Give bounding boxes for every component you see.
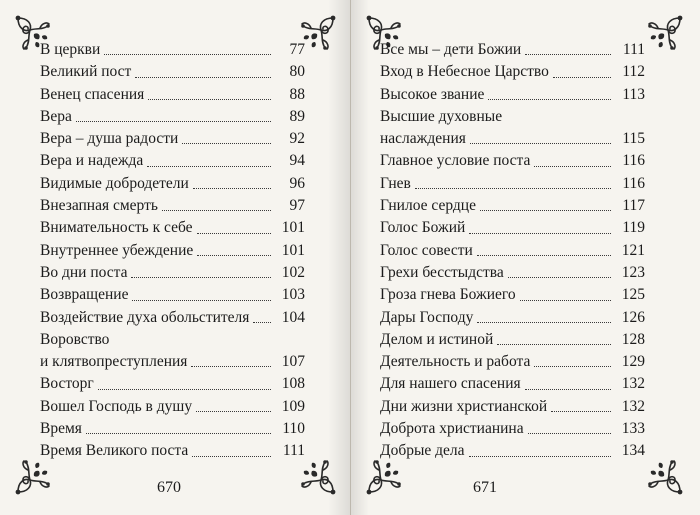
toc-entry [380,373,645,395]
toc-entry-page-number: 117 [622,197,645,215]
toc-entry-title: Внимательность к себе [40,219,193,237]
dot-leader [525,389,611,390]
toc-entry [40,440,305,462]
toc-entry [40,396,305,418]
toc-entry-page-number: 110 [282,420,305,438]
dot-leader [497,344,611,345]
toc-entry-title: Дары Господу [380,308,474,326]
toc-entry-title: Вход в Небесное Царство [380,63,549,81]
dot-leader [525,54,611,55]
toc-entry-title: Вера [40,107,72,125]
dot-leader [86,433,271,434]
toc-entry-page-number: 126 [621,308,645,326]
dot-leader [135,77,271,78]
dot-leader [182,143,271,144]
dot-leader [162,210,271,211]
toc-entry-page-number: 133 [621,420,645,438]
toc-entry-title: Голос совести [380,241,473,259]
toc-entry [380,39,645,61]
dot-leader [469,233,611,234]
toc-entry [40,173,305,195]
fleuron-top-right-icon [644,14,684,54]
toc-entry-title: Все мы – дети Божии [380,41,522,58]
toc-entry-page-number: 109 [281,397,305,415]
toc-entry-title: Великий пост [40,63,132,81]
toc-entry-title: Вошел Господь в душу [40,397,193,415]
toc-entry [380,195,645,217]
toc-entry-page-number: 107 [281,353,305,371]
toc-entry-page-number: 111 [282,442,305,460]
dot-leader [148,99,271,100]
toc-entry [380,307,645,329]
dot-leader [197,233,271,234]
toc-entry [380,418,645,440]
dot-leader [477,255,611,256]
toc-entry-page-number: 89 [289,107,305,125]
toc-entry [40,329,305,374]
toc-entry-page-number: 102 [281,263,305,281]
dot-leader [508,277,611,278]
dot-leader [488,99,611,100]
toc-entry-title: Вера – душа радости [40,130,179,148]
toc-entry [380,217,645,239]
toc-entry [380,351,645,373]
dot-leader [480,210,611,211]
dot-leader [76,121,271,122]
toc-entry-title: Гроза гнева Божиего [380,286,516,304]
toc-entry-title: Вера и надежда [40,152,144,170]
toc-entry [40,307,305,329]
dot-leader [196,411,271,412]
toc-list-right [380,39,645,463]
toc-entry-title: Деятельность и работа [380,353,531,371]
toc-entry-title: Высокое звание [380,85,485,103]
toc-entry-title: Гнев [380,174,411,192]
toc-entry [380,240,645,262]
toc-entry-title: Внезапная смерть [40,197,158,215]
gutter-shadow [351,0,369,515]
dot-leader [193,188,271,189]
dot-leader [528,433,611,434]
dot-leader [553,77,611,78]
toc-entry [40,262,305,284]
dot-leader [104,54,271,55]
toc-entry [380,396,645,418]
toc-entry-page-number: 123 [621,263,645,281]
toc-entry-title: Время [40,420,82,438]
toc-entry [40,106,305,128]
toc-entry-page-number: 132 [621,397,645,415]
toc-entry-title: Доброта христианина [380,420,524,438]
toc-entry-page-number: 101 [281,241,305,259]
toc-entry-title: Грехи бесстыдства [380,263,504,281]
fleuron-bottom-right-icon [644,456,684,496]
toc-entry-title: Венец спасения [40,85,145,103]
toc-entry [40,418,305,440]
toc-entry [380,262,645,284]
toc-entry [380,84,645,106]
toc-entry-page-number: 101 [281,219,305,237]
toc-entry-title: Дни жизни христианской [380,397,548,415]
toc-entry-title: Для нашего спасения [380,375,521,393]
toc-entry-page-number: 111 [622,41,645,58]
toc-entry-title: Гнилое сердце [380,197,476,215]
toc-entry-title: Время Великого поста [40,442,189,460]
toc-entry [40,373,305,395]
page-number-right: 671 [473,479,497,496]
dot-leader [147,166,271,167]
toc-entry-page-number: 104 [281,308,305,326]
toc-entry-title: В церкви [40,41,101,58]
toc-entry-page-number: 94 [289,152,305,170]
toc-entry-page-number: 80 [289,63,305,81]
gutter-shadow [328,0,350,515]
toc-entry-page-number: 132 [621,375,645,393]
dot-leader [131,277,271,278]
toc-entry-page-number: 116 [622,152,645,170]
toc-entry [380,329,645,351]
toc-entry-title: наслаждения [380,130,466,148]
toc-entry-page-number: 121 [621,241,645,259]
toc-entry [40,284,305,306]
dot-leader [132,300,271,301]
page-number-left: 670 [157,479,181,496]
dot-leader [98,389,271,390]
toc-entry [380,106,645,151]
toc-entry-title: Главное условие поста [380,152,531,170]
toc-entry-title: Внутреннее убеждение [40,241,194,259]
toc-entry [380,61,645,83]
toc-entry-page-number: 119 [622,219,645,237]
toc-entry-page-number: 112 [622,63,645,81]
toc-entry-page-number: 97 [289,197,305,215]
dot-leader [197,255,271,256]
toc-entry-page-number: 88 [289,85,305,103]
toc-entry [40,195,305,217]
toc-entry-title: Видимые добродетели [40,174,189,192]
dot-leader [520,300,611,301]
toc-list-left [40,39,305,463]
toc-entry-page-number: 116 [622,174,645,192]
toc-entry-page-number: 77 [289,41,305,58]
toc-entry-page-number: 125 [621,286,645,304]
dot-leader [415,188,611,189]
toc-entry-title: Добрые дела [380,442,465,460]
toc-entry [380,150,645,172]
toc-entry-title: Восторг [40,375,94,393]
dot-leader [534,366,611,367]
dot-leader [191,366,271,367]
toc-entry-title: Голос Божий [380,219,466,237]
toc-entry-page-number: 115 [622,130,645,148]
dot-leader [534,166,611,167]
toc-entry [40,217,305,239]
dot-leader [470,143,611,144]
toc-entry-page-number: 128 [621,330,645,348]
toc-entry-page-number: 103 [281,286,305,304]
toc-entry-page-number: 113 [622,85,645,103]
dot-leader [551,411,611,412]
dot-leader [253,322,271,323]
toc-entry-title: Во дни поста [40,263,128,281]
toc-entry-title: и клятвопреступления [40,353,188,371]
right-page [351,0,700,515]
toc-entry-page-number: 129 [621,353,645,371]
toc-entry-page-number: 96 [289,174,305,192]
toc-entry [40,84,305,106]
toc-entry-title: Воровство [40,330,110,348]
dot-leader [477,322,611,323]
toc-entry [40,128,305,150]
toc-entry [380,173,645,195]
toc-entry-title: Высшие духовные [380,107,503,125]
toc-entry [40,150,305,172]
dot-leader [192,456,271,457]
toc-entry-page-number: 134 [621,442,645,460]
toc-entry-title: Делом и истиной [380,330,494,348]
toc-entry-page-number: 92 [289,130,305,148]
toc-entry [40,39,305,61]
toc-entry [380,284,645,306]
toc-entry-title: Возвращение [40,286,129,304]
toc-entry [380,440,645,462]
toc-entry [40,240,305,262]
toc-entry-title: Воздействие духа обольстителя [40,308,250,326]
toc-entry-page-number: 108 [281,375,305,393]
toc-entry [40,61,305,83]
dot-leader [469,456,611,457]
